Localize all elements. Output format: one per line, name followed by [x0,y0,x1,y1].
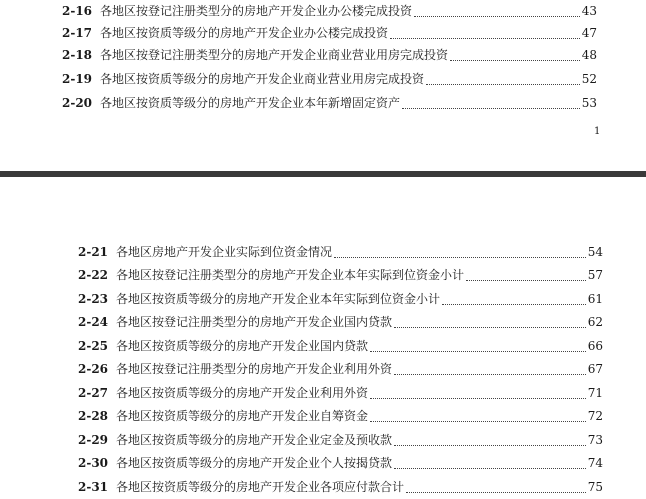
dot-leader [394,326,586,328]
toc-entry-number: 2-25 [78,339,109,353]
toc-entry[interactable] [78,476,603,498]
page-number: 1 [594,126,601,137]
toc-entry-page: 73 [587,433,603,447]
toc-entry[interactable] [62,92,597,114]
toc-entry-number: 2-30 [78,456,109,470]
toc-page-bottom [0,177,646,499]
toc-entry[interactable] [62,44,597,66]
toc-entry-title: 各地区按资质等级分的房地产开发企业自筹资金 [116,409,369,423]
toc-entry-number: 2-16 [62,4,93,18]
toc-entry-title: 各地区按资质等级分的房地产开发企业办公楼完成投资 [100,26,389,40]
toc-entry-page: 62 [587,315,603,329]
toc-entry-number: 2-27 [78,386,109,400]
toc-entry[interactable] [78,241,603,263]
toc-entry-number: 2-17 [62,26,93,40]
dot-leader [370,420,586,422]
toc-entry[interactable] [78,405,603,427]
toc-entry-title: 各地区按登记注册类型分的房地产开发企业国内贷款 [116,315,393,329]
toc-entry-title: 各地区按登记注册类型分的房地产开发企业办公楼完成投资 [100,4,413,18]
toc-entry[interactable] [78,264,603,286]
toc-entry[interactable] [62,68,597,90]
dot-leader [394,467,586,469]
toc-entry-page: 57 [587,268,603,282]
toc-entry-number: 2-26 [78,362,109,376]
toc-entry-number: 2-20 [62,96,93,110]
toc-entry-title: 各地区按资质等级分的房地产开发企业利用外资 [116,386,369,400]
toc-entry[interactable] [78,429,603,451]
toc-entry-title: 各地区按登记注册类型分的房地产开发企业利用外资 [116,362,393,376]
toc-entry-page: 53 [581,96,597,110]
toc-entry-number: 2-29 [78,433,109,447]
toc-entry[interactable] [78,335,603,357]
toc-entry-number: 2-31 [78,480,109,494]
toc-entry-page: 54 [587,245,603,259]
toc-entry-title: 各地区按登记注册类型分的房地产开发企业本年实际到位资金小计 [116,268,465,282]
toc-entry-number: 2-24 [78,315,109,329]
toc-entry[interactable] [78,452,603,474]
toc-entry-title: 各地区房地产开发企业实际到位资金情况 [116,245,333,259]
toc-entry[interactable] [62,22,597,44]
toc-entry-title: 各地区按资质等级分的房地产开发企业定金及预收款 [116,433,393,447]
toc-entry-title: 各地区按资质等级分的房地产开发企业各项应付款合计 [116,480,405,494]
toc-entry-number: 2-23 [78,292,109,306]
toc-entry-page: 61 [587,292,603,306]
dot-leader [414,15,580,17]
toc-entry-page: 47 [581,26,597,40]
toc-entry-page: 71 [587,386,603,400]
dot-leader [406,491,586,493]
toc-entry-title: 各地区按资质等级分的房地产开发企业商业营业用房完成投资 [100,72,425,86]
toc-entry-page: 66 [587,339,603,353]
dot-leader [370,350,586,352]
toc-entry-page: 48 [581,48,597,62]
dot-leader [394,444,586,446]
dot-leader [370,397,586,399]
toc-entry-page: 72 [587,409,603,423]
toc-entry-page: 75 [587,480,603,494]
dot-leader [394,373,586,375]
dot-leader [466,279,586,281]
toc-entry-page: 74 [587,456,603,470]
dot-leader [390,37,580,39]
toc-entry-title: 各地区按资质等级分的房地产开发企业本年新增固定资产 [100,96,401,110]
toc-entry-number: 2-18 [62,48,93,62]
toc-entry-page: 43 [581,4,597,18]
toc-entry-title: 各地区按资质等级分的房地产开发企业个人按揭贷款 [116,456,393,470]
toc-entry[interactable] [62,0,597,22]
toc-entry-number: 2-19 [62,72,93,86]
dot-leader [450,59,580,61]
toc-entry[interactable] [78,382,603,404]
toc-entry-title: 各地区按登记注册类型分的房地产开发企业商业营业用房完成投资 [100,48,449,62]
toc-entry-title: 各地区按资质等级分的房地产开发企业本年实际到位资金小计 [116,292,441,306]
toc-page-top [0,0,646,171]
toc-entry[interactable] [78,358,603,380]
dot-leader [402,107,580,109]
dot-leader [442,303,586,305]
toc-entry[interactable] [78,311,603,333]
toc-entry[interactable] [78,288,603,310]
toc-entry-page: 67 [587,362,603,376]
dot-leader [334,256,586,258]
toc-entry-number: 2-21 [78,245,109,259]
dot-leader [426,83,580,85]
toc-entry-title: 各地区按资质等级分的房地产开发企业国内贷款 [116,339,369,353]
toc-entry-number: 2-28 [78,409,109,423]
toc-entry-number: 2-22 [78,268,109,282]
toc-entry-page: 52 [581,72,597,86]
